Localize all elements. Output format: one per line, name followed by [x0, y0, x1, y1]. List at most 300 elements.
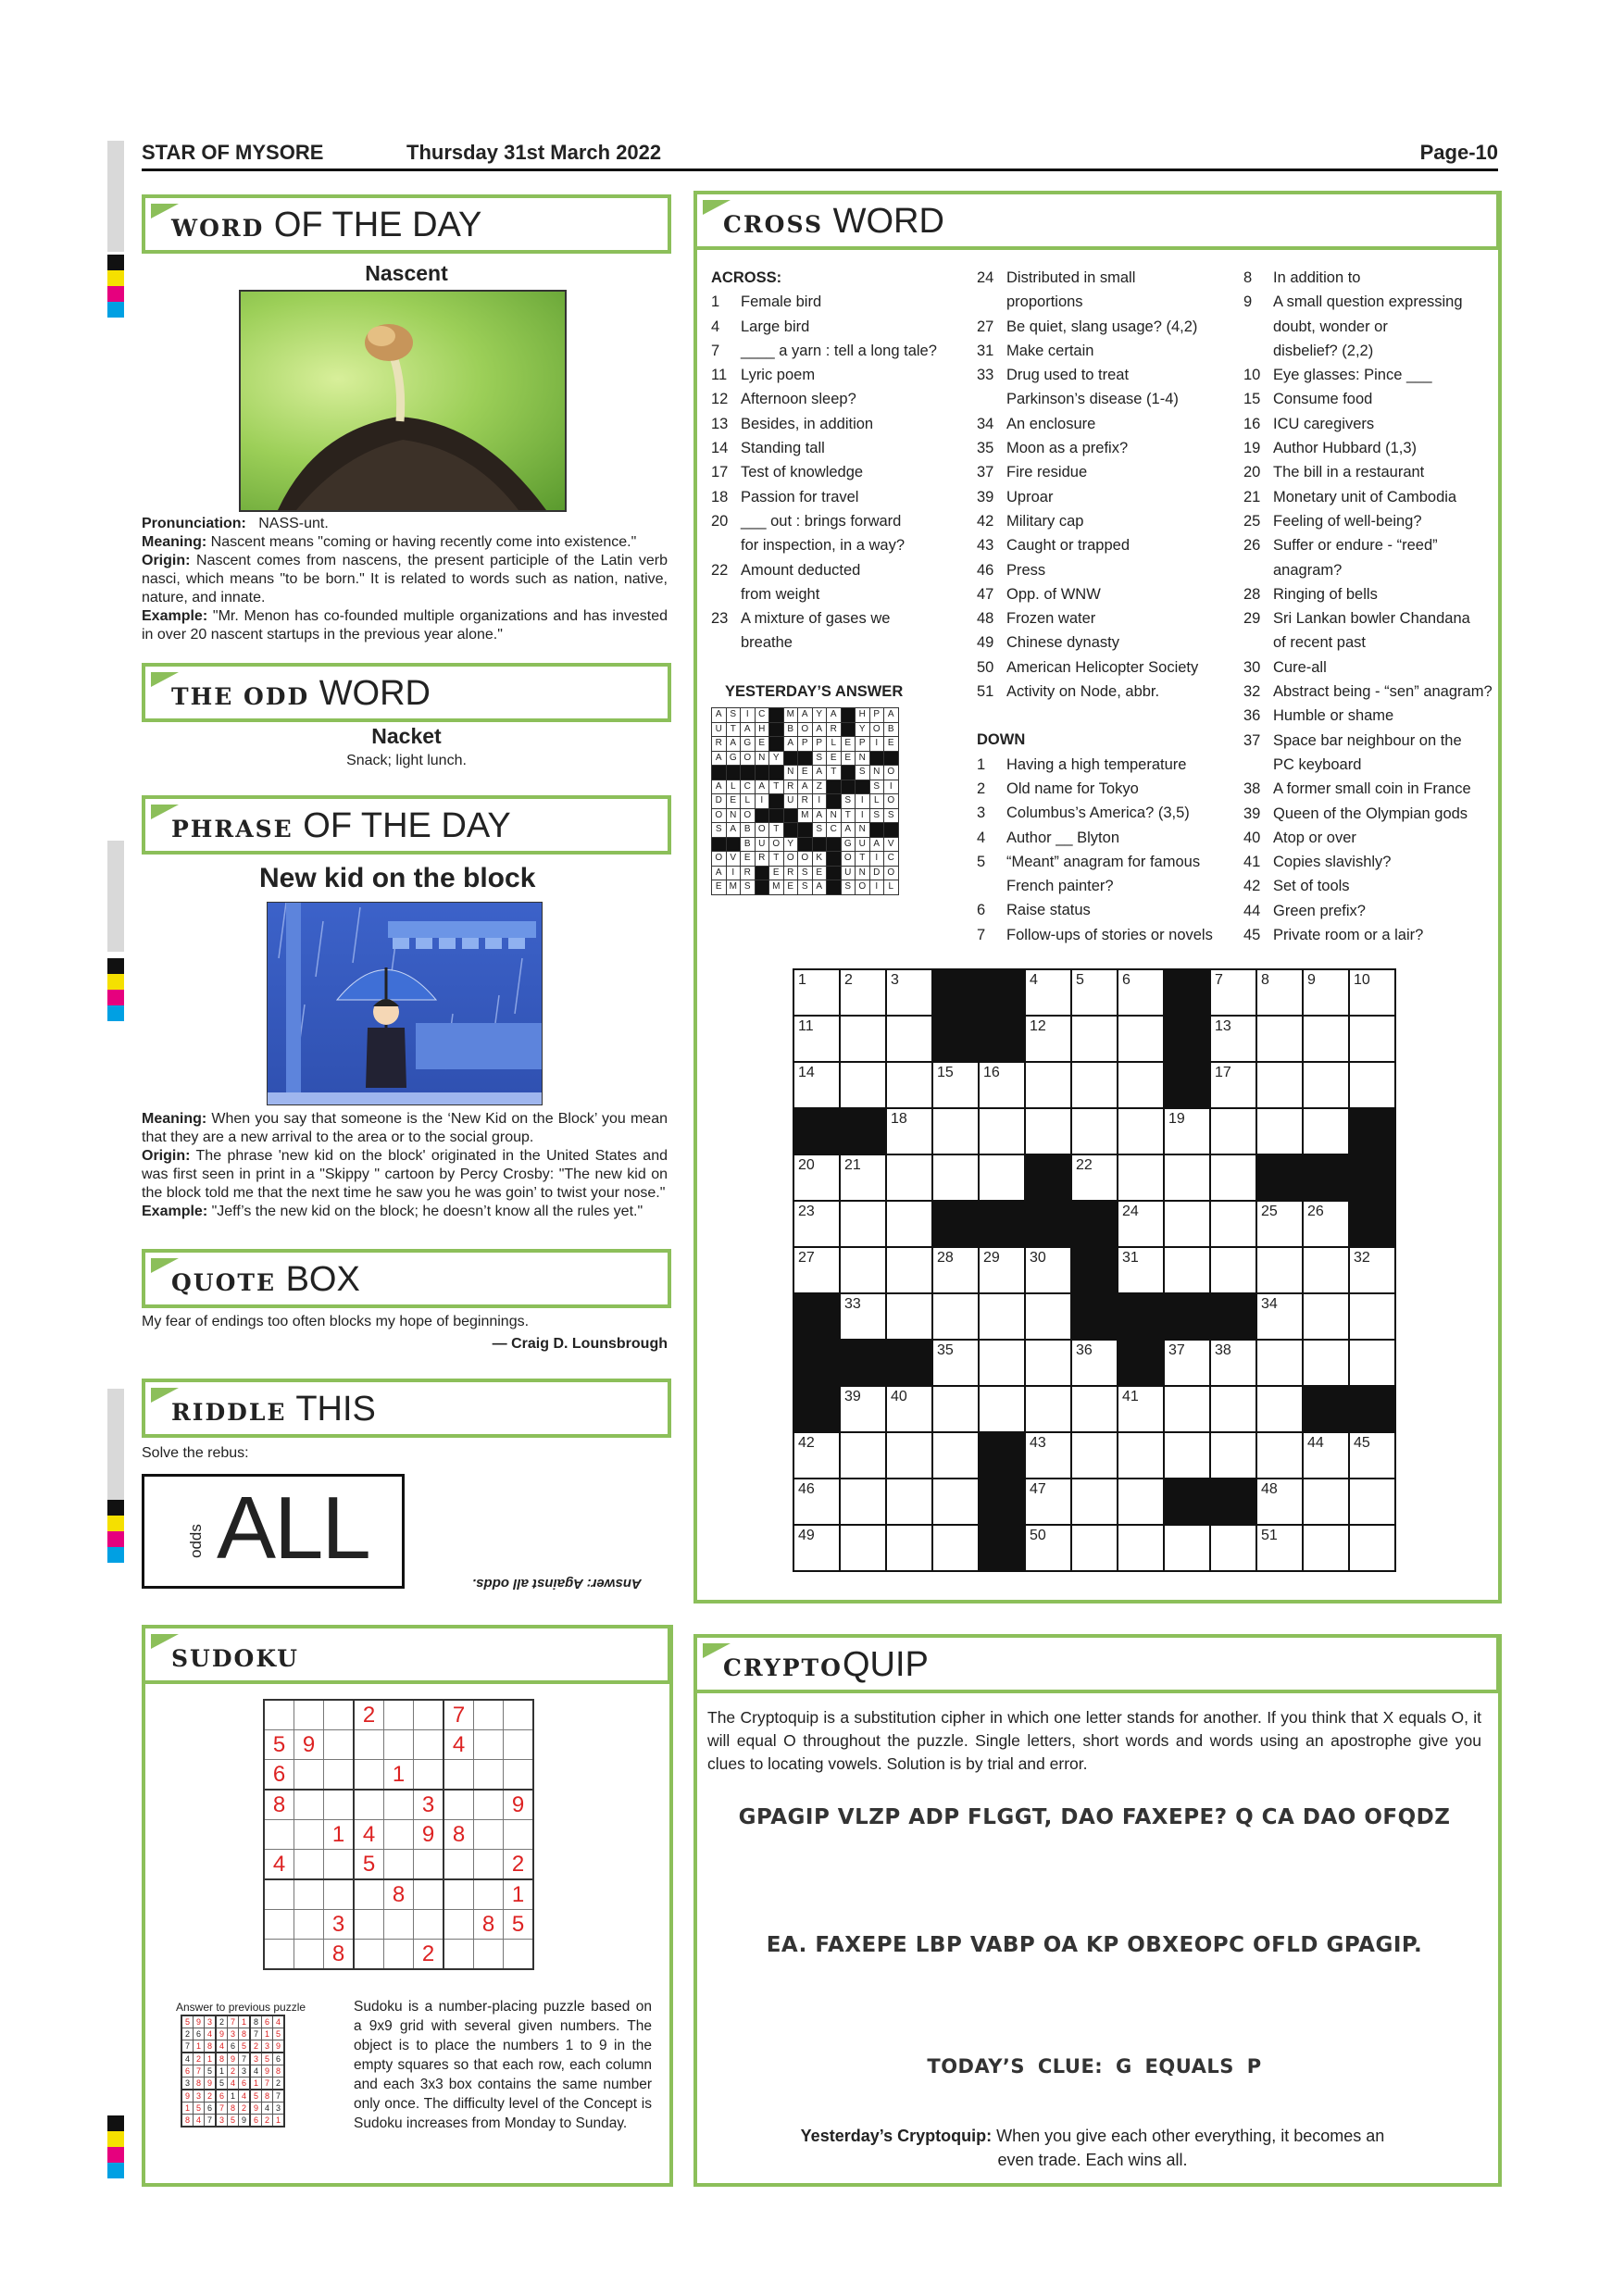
crossword-cell[interactable]	[1164, 1247, 1210, 1293]
cell-number: 42	[798, 1435, 815, 1451]
crossword-cell[interactable]	[1210, 1062, 1256, 1108]
sudoku-cell[interactable]	[354, 1879, 384, 1910]
crossword-cell[interactable]	[886, 1062, 932, 1108]
crossword-cell[interactable]	[1118, 1525, 1164, 1571]
sudoku-cell[interactable]	[443, 1760, 474, 1791]
crossword-cell[interactable]	[1164, 1340, 1210, 1386]
clue-text: Author Hubbard (1,3)	[1273, 440, 1418, 457]
sudoku-cell[interactable]	[294, 1790, 324, 1820]
crossword-cell[interactable]	[793, 1525, 840, 1571]
sudoku-cell[interactable]	[474, 1850, 504, 1880]
crossword-cell[interactable]	[1025, 1293, 1071, 1340]
crossword-cell[interactable]	[1118, 1108, 1164, 1154]
cell-number: 33	[844, 1296, 861, 1312]
crossword-cell[interactable]	[1025, 1525, 1071, 1571]
crossword-cell[interactable]	[1071, 1525, 1118, 1571]
sudoku-cell[interactable]	[294, 1910, 324, 1940]
prev-sudoku-cell: 4	[216, 2040, 228, 2053]
crossword-cell[interactable]	[1071, 1432, 1118, 1479]
crossword-cell[interactable]	[1210, 1340, 1256, 1386]
crossword-cell[interactable]	[1349, 1340, 1395, 1386]
clue-number: 36	[1243, 707, 1261, 725]
sudoku-cell[interactable]	[443, 1790, 474, 1820]
crossword-cell[interactable]	[1210, 1016, 1256, 1062]
crossword-cell[interactable]	[1256, 1479, 1303, 1525]
crossword-cell[interactable]	[1210, 1525, 1256, 1571]
crossword-cell[interactable]	[1025, 969, 1071, 1016]
clue-text: doubt, wonder or	[1273, 318, 1388, 335]
crossword-cell[interactable]	[1164, 1386, 1210, 1432]
crossword-cell[interactable]	[886, 1154, 932, 1201]
sudoku-cell[interactable]	[384, 1820, 414, 1850]
sudoku-cell[interactable]	[474, 1790, 504, 1820]
clue-item	[977, 290, 1241, 314]
crossword-cell[interactable]	[1025, 1247, 1071, 1293]
crossword-cell[interactable]	[1349, 1016, 1395, 1062]
crossword-cell[interactable]	[886, 1525, 932, 1571]
crossword-black-cell	[979, 1432, 1025, 1479]
crossword-cell[interactable]	[1071, 1154, 1118, 1201]
crossword-black-cell	[1349, 1386, 1395, 1432]
crossword-cell[interactable]	[1118, 1386, 1164, 1432]
answer-cell: I	[869, 737, 884, 752]
crossword-cell[interactable]	[1349, 1525, 1395, 1571]
prev-sudoku-cell: 3	[239, 2065, 251, 2078]
crossword-cell[interactable]	[1118, 1062, 1164, 1108]
prev-sudoku-cell: 1	[181, 2103, 194, 2115]
crossword-cell[interactable]	[886, 1247, 932, 1293]
crossword-cell[interactable]	[1303, 1432, 1349, 1479]
crossword-cell[interactable]	[840, 1062, 886, 1108]
crossword-cell[interactable]	[932, 1525, 979, 1571]
crossword-cell[interactable]	[1303, 969, 1349, 1016]
crossword-cell[interactable]	[1071, 969, 1118, 1016]
crossword-cell[interactable]	[1303, 1108, 1349, 1154]
sudoku-cell[interactable]	[264, 1820, 294, 1850]
crossword-cell[interactable]	[1164, 1108, 1210, 1154]
sudoku-cell[interactable]	[504, 1730, 534, 1760]
clue-number: 43	[977, 537, 994, 555]
clue-number: 7	[711, 342, 720, 359]
answer-cell: A	[812, 722, 827, 737]
sudoku-cell[interactable]	[264, 1910, 294, 1940]
crossword-cell[interactable]	[1164, 1432, 1210, 1479]
clue-number: 28	[1243, 585, 1261, 603]
sudoku-cell[interactable]	[474, 1730, 504, 1760]
crossword-black-cell	[1164, 969, 1210, 1016]
crossword-cell[interactable]	[1349, 1247, 1395, 1293]
sudoku-cell[interactable]	[474, 1760, 504, 1791]
crossword-cell[interactable]	[1025, 1062, 1071, 1108]
crossword-cell[interactable]	[1071, 1386, 1118, 1432]
sudoku-cell[interactable]	[324, 1730, 355, 1760]
sudoku-cell[interactable]	[414, 1879, 444, 1910]
prev-sudoku-cell: 9	[239, 2115, 251, 2128]
sudoku-cell[interactable]	[294, 1940, 324, 1970]
sudoku-cell[interactable]	[474, 1700, 504, 1730]
crossword-cell[interactable]	[1164, 1154, 1210, 1201]
crossword-cell[interactable]	[1303, 1525, 1349, 1571]
yesterday-answer-label: YESTERDAY’S ANSWER	[725, 683, 904, 700]
prev-sudoku-cell: 4	[250, 2065, 262, 2078]
sudoku-cell: 4	[264, 1850, 294, 1880]
crossword-cell[interactable]	[1025, 1479, 1071, 1525]
clue-number: 37	[1243, 731, 1261, 749]
crossword-cell[interactable]	[840, 969, 886, 1016]
answer-cell: I	[741, 708, 756, 723]
crossword-cell[interactable]	[840, 1016, 886, 1062]
clue-number: 23	[711, 610, 729, 628]
sudoku-cell[interactable]	[354, 1940, 384, 1970]
crossword-cell[interactable]	[886, 1108, 932, 1154]
clue-item	[1243, 266, 1493, 290]
crossword-cell[interactable]	[1118, 1432, 1164, 1479]
crossword-cell[interactable]	[886, 1016, 932, 1062]
crossword-cell[interactable]	[1164, 1201, 1210, 1247]
crossword-cell[interactable]	[1071, 1340, 1118, 1386]
sudoku-cell[interactable]	[354, 1790, 384, 1820]
crossword-cell[interactable]	[1071, 1016, 1118, 1062]
riddle-header	[142, 1379, 671, 1438]
crossword-cell[interactable]	[932, 1386, 979, 1432]
sudoku-cell: 4	[354, 1820, 384, 1850]
crossword-cell[interactable]	[1071, 1479, 1118, 1525]
clue-item	[1243, 630, 1493, 655]
origin-label: Origin:	[142, 553, 191, 568]
prev-sudoku-cell: 3	[250, 2053, 262, 2065]
crossword-cell[interactable]	[1256, 1340, 1303, 1386]
answer-cell: L	[741, 794, 756, 809]
registration-bar	[107, 1389, 124, 1500]
crossword-cell[interactable]	[840, 1201, 886, 1247]
crossword-cell[interactable]	[1349, 1479, 1395, 1525]
crossword-cell[interactable]	[1210, 1386, 1256, 1432]
clue-text: Follow-ups of stories or novels	[1006, 926, 1213, 943]
sudoku-cell[interactable]	[264, 1700, 294, 1730]
clue-text: Drug used to treat	[1006, 367, 1130, 384]
crossword-cell[interactable]	[932, 1154, 979, 1201]
sudoku-cell[interactable]	[294, 1879, 324, 1910]
crossword-cell[interactable]	[1256, 969, 1303, 1016]
crossword-cell[interactable]	[1303, 1479, 1349, 1525]
crossword-row	[793, 969, 1395, 1016]
sudoku-row	[264, 1879, 533, 1910]
quote-author: — Craig D. Lounsbrough	[492, 1336, 668, 1352]
meaning-label: Meaning:	[142, 534, 207, 550]
crossword-cell[interactable]	[1118, 1154, 1164, 1201]
sudoku-cell[interactable]	[384, 1850, 414, 1880]
crossword-cell[interactable]	[1210, 1154, 1256, 1201]
crossword-cell[interactable]	[1349, 1293, 1395, 1340]
answer-cell: S	[841, 794, 856, 809]
crossword-cell[interactable]	[793, 969, 840, 1016]
crossword-cell[interactable]	[979, 1062, 1025, 1108]
clue-text: A small question expressing	[1273, 293, 1463, 311]
crossword-cell[interactable]	[932, 1432, 979, 1479]
crossword-cell[interactable]	[793, 1432, 840, 1479]
sudoku-cell[interactable]	[264, 1940, 294, 1970]
crossword-cell[interactable]	[932, 1340, 979, 1386]
crossword-cell[interactable]	[886, 1201, 932, 1247]
sudoku-cell[interactable]	[443, 1879, 474, 1910]
crossword-cell[interactable]	[979, 1340, 1025, 1386]
clue-text: Parkinson’s disease (1-4)	[1006, 391, 1179, 408]
crossword-cell[interactable]	[1256, 1386, 1303, 1432]
sudoku-cell[interactable]	[294, 1850, 324, 1880]
crossword-cell[interactable]	[840, 1154, 886, 1201]
crossword-cell[interactable]	[1303, 1016, 1349, 1062]
crossword-row	[793, 1247, 1395, 1293]
cell-number: 47	[1030, 1481, 1046, 1497]
sudoku-cell[interactable]	[384, 1730, 414, 1760]
crossword-cell[interactable]	[886, 969, 932, 1016]
cell-number: 2	[844, 972, 853, 988]
crossword-cell[interactable]	[1210, 1108, 1256, 1154]
clue-item	[1243, 460, 1493, 484]
sudoku-row	[264, 1700, 533, 1730]
prev-sudoku-cell: 9	[205, 2078, 217, 2090]
crossword-cell[interactable]	[979, 1247, 1025, 1293]
sudoku-cell[interactable]	[443, 1910, 474, 1940]
crossword-black-cell	[979, 1016, 1025, 1062]
crossword-cell[interactable]	[1303, 1201, 1349, 1247]
clue-text: Press	[1006, 561, 1046, 579]
crossword-row	[793, 1154, 1395, 1201]
crossword-cell[interactable]	[1071, 1108, 1118, 1154]
sudoku-cell[interactable]	[443, 1940, 474, 1970]
cell-number: 43	[1030, 1435, 1046, 1451]
crossword-cell[interactable]	[793, 1479, 840, 1525]
crossword-cell[interactable]	[1210, 1247, 1256, 1293]
crossword-cell[interactable]	[1256, 1525, 1303, 1571]
sudoku-cell[interactable]	[354, 1910, 384, 1940]
clue-text: Fire residue	[1006, 464, 1088, 481]
answer-cell: I	[856, 794, 870, 809]
clue-text: PC keyboard	[1273, 755, 1362, 773]
section-title-lead: CRYPTO	[723, 1654, 843, 1681]
sudoku-cell[interactable]	[414, 1700, 444, 1730]
crossword-cell[interactable]	[1025, 1340, 1071, 1386]
crossword-cell[interactable]	[793, 1154, 840, 1201]
across-clue-list-b	[977, 266, 1241, 704]
sudoku-cell[interactable]	[324, 1850, 355, 1880]
crossword-cell[interactable]	[840, 1479, 886, 1525]
crossword-cell[interactable]	[1025, 1432, 1071, 1479]
sudoku-cell[interactable]	[414, 1850, 444, 1880]
sudoku-cell[interactable]	[384, 1910, 414, 1940]
crossword-cell[interactable]	[1303, 1340, 1349, 1386]
answer-cell: N	[856, 866, 870, 880]
clue-text: Standing tall	[741, 440, 825, 457]
answer-row	[712, 823, 899, 838]
sudoku-cell[interactable]	[414, 1910, 444, 1940]
clue-item	[977, 753, 1241, 777]
crossword-cell[interactable]	[1025, 1108, 1071, 1154]
clue-item	[1243, 680, 1493, 704]
crossword-cell[interactable]	[1349, 969, 1395, 1016]
crossword-cell[interactable]	[1164, 1525, 1210, 1571]
sudoku-cell: 5	[504, 1910, 534, 1940]
crossword-cell[interactable]	[1118, 1016, 1164, 1062]
cell-number: 15	[937, 1065, 954, 1080]
crossword-cell[interactable]	[886, 1479, 932, 1525]
sudoku-cell[interactable]	[324, 1790, 355, 1820]
sudoku-row	[264, 1820, 533, 1850]
clue-number: 8	[1243, 269, 1253, 286]
crossword-cell[interactable]	[1025, 1016, 1071, 1062]
crossword-cell[interactable]	[1210, 1432, 1256, 1479]
clue-item	[1243, 387, 1493, 411]
crossword-cell[interactable]	[932, 1479, 979, 1525]
color-registration-mark	[107, 2115, 124, 2178]
crossword-cell[interactable]	[979, 1108, 1025, 1154]
answer-cell: V	[726, 852, 741, 867]
crossword-cell[interactable]	[1256, 1062, 1303, 1108]
sudoku-cell: 1	[384, 1760, 414, 1791]
clue-text: The bill in a restaurant	[1273, 464, 1425, 481]
sudoku-cell[interactable]	[504, 1700, 534, 1730]
answer-cell: O	[741, 751, 756, 766]
prev-sudoku-cell: 5	[273, 2028, 285, 2040]
sudoku-cell[interactable]	[384, 1940, 414, 1970]
crossword-cell[interactable]	[793, 1016, 840, 1062]
answer-cell: A	[712, 708, 727, 723]
clue-number: 29	[1243, 610, 1261, 628]
answer-black-cell	[884, 823, 899, 838]
sudoku-cell[interactable]	[324, 1760, 355, 1791]
clue-number: 12	[711, 391, 729, 408]
section-title-main: QUIP	[842, 1645, 929, 1684]
sudoku-cell[interactable]	[504, 1760, 534, 1791]
crossword-row	[793, 1293, 1395, 1340]
crossword-cell[interactable]	[793, 1062, 840, 1108]
crossword-cell[interactable]	[1349, 1432, 1395, 1479]
crossword-cell[interactable]	[1256, 1293, 1303, 1340]
crossword-cell[interactable]	[1303, 1247, 1349, 1293]
crossword-cell[interactable]	[840, 1432, 886, 1479]
crossword-cell[interactable]	[1303, 1062, 1349, 1108]
sudoku-cell[interactable]	[474, 1820, 504, 1850]
sudoku-cell[interactable]	[354, 1730, 384, 1760]
crossword-cell[interactable]	[1349, 1062, 1395, 1108]
crossword-cell[interactable]	[1303, 1293, 1349, 1340]
clue-text: Consume food	[1273, 391, 1373, 408]
answer-cell: R	[755, 852, 769, 867]
sudoku-cell[interactable]	[504, 1820, 534, 1850]
sudoku-cell[interactable]	[324, 1879, 355, 1910]
clue-item	[1243, 582, 1493, 606]
pronunciation: NASS-unt.	[258, 516, 329, 531]
crossword-cell[interactable]	[793, 1201, 840, 1247]
section-title-main: BOX	[285, 1260, 360, 1299]
crossword-cell[interactable]	[1256, 1432, 1303, 1479]
sudoku-grid	[263, 1699, 534, 1970]
rebus-box	[142, 1474, 405, 1589]
crossword-cell[interactable]	[886, 1386, 932, 1432]
crossword-row	[793, 1525, 1395, 1571]
crossword-cell[interactable]	[1256, 1247, 1303, 1293]
sudoku-cell[interactable]	[443, 1850, 474, 1880]
cell-number: 17	[1215, 1065, 1231, 1080]
answer-cell: N	[783, 766, 798, 780]
sudoku-cell[interactable]	[474, 1940, 504, 1970]
crossword-cell[interactable]	[1118, 1247, 1164, 1293]
answer-cell: O	[798, 852, 813, 867]
crossword-cell[interactable]	[979, 1293, 1025, 1340]
crossword-cell[interactable]	[979, 1154, 1025, 1201]
prev-sudoku-cell: 9	[262, 2065, 273, 2078]
crossword-black-cell	[1303, 1154, 1349, 1201]
clue-text: Frozen water	[1006, 610, 1096, 628]
clue-text: Caught or trapped	[1006, 537, 1131, 555]
clue-item	[711, 606, 952, 630]
clue-number: 13	[711, 415, 729, 432]
clue-number: 47	[977, 585, 994, 603]
crossword-cell[interactable]	[979, 1386, 1025, 1432]
crossword-cell[interactable]	[1210, 1201, 1256, 1247]
clue-text: A former small coin in France	[1273, 780, 1471, 798]
crossword-cell[interactable]	[1118, 1479, 1164, 1525]
crossword-cell[interactable]	[932, 1293, 979, 1340]
clue-item	[711, 339, 952, 363]
sudoku-cell[interactable]	[354, 1760, 384, 1791]
sudoku-cell[interactable]	[264, 1879, 294, 1910]
meaning-label: Meaning:	[142, 1111, 207, 1127]
crossword-cell[interactable]	[1071, 1062, 1118, 1108]
crossword-cell[interactable]	[1256, 1108, 1303, 1154]
crossword-cell[interactable]	[1118, 1201, 1164, 1247]
sudoku-cell[interactable]	[294, 1700, 324, 1730]
crossword-cell[interactable]	[793, 1247, 840, 1293]
crossword-cell[interactable]	[1210, 969, 1256, 1016]
crossword-cell[interactable]	[886, 1432, 932, 1479]
answer-cell: A	[827, 708, 842, 723]
sudoku-cell[interactable]	[384, 1700, 414, 1730]
sudoku-cell[interactable]	[414, 1730, 444, 1760]
crossword-cell[interactable]	[840, 1293, 886, 1340]
clue-text: Lyric poem	[741, 367, 816, 384]
prev-sudoku-cell: 7	[194, 2065, 205, 2078]
sudoku-cell[interactable]	[414, 1760, 444, 1791]
sudoku-cell[interactable]	[324, 1700, 355, 1730]
crossword-cell[interactable]	[932, 1247, 979, 1293]
sudoku-cell[interactable]	[294, 1760, 324, 1791]
sudoku-cell[interactable]	[474, 1879, 504, 1910]
rebus-big-text: ALL	[217, 1479, 369, 1578]
answer-cell: N	[755, 751, 769, 766]
crossword-cell[interactable]	[1256, 1016, 1303, 1062]
clue-item	[1243, 533, 1493, 557]
crossword-cell[interactable]	[932, 1108, 979, 1154]
crossword-cell[interactable]	[840, 1247, 886, 1293]
crossword-cell[interactable]	[840, 1386, 886, 1432]
clue-number: 34	[977, 415, 994, 432]
crossword-cell[interactable]	[932, 1062, 979, 1108]
sudoku-cell[interactable]	[294, 1820, 324, 1850]
sudoku-cell[interactable]	[504, 1940, 534, 1970]
answer-cell: R	[827, 722, 842, 737]
crossword-cell[interactable]	[840, 1525, 886, 1571]
clue-number: 17	[711, 464, 729, 481]
crossword-cell[interactable]	[1256, 1201, 1303, 1247]
sudoku-cell[interactable]	[384, 1790, 414, 1820]
answer-black-cell	[841, 708, 856, 723]
crossword-cell[interactable]	[1025, 1386, 1071, 1432]
crossword-cell[interactable]	[1118, 969, 1164, 1016]
crossword-cell[interactable]	[886, 1293, 932, 1340]
answer-cell: R	[798, 794, 813, 809]
prev-sudoku-cell: 7	[250, 2028, 262, 2040]
